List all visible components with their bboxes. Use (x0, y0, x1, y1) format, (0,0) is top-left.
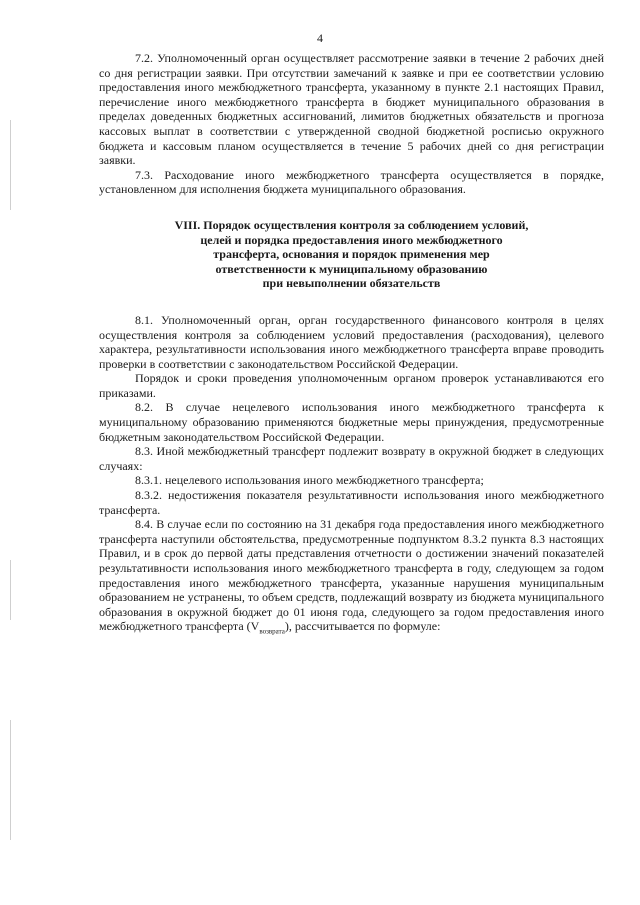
paragraph-inspection-procedure: Порядок и сроки проведения уполномоченным органом проверок устанавливаются его приказами. (99, 371, 604, 400)
paragraph-8-4-text: 8.4. В случае если по состоянию на 31 декабря года предоставления иного межбюджетного трансферта наступили обстоятельства, предусмотренные подпунктом 8.3.2 пункта 8.3 настоящих Правил, и в срок до первой даты представления отчетности о достижении значений показателей результативности использования иного межбюджетного трансферта в году, следующем за годом предоставления иного межбюджетного трансферта, указанные нарушения муниципальным образованием не устранены, то объем средств, подлежащий возврату из бюджета муниципального образования в окружной бюджет до 01 июня года, следующего за годом предоставления иного межбюджетного трансферта (V (99, 517, 604, 634)
heading-line: трансферта, основания и порядок применения мер (213, 247, 490, 262)
heading-line: VIII. Порядок осуществления контроля за соблюдением условий, (174, 217, 529, 232)
document-body (99, 51, 604, 639)
paragraph-8-4 (99, 517, 604, 639)
paragraph-7-3: 7.3. Расходование иного межбюджетного трансферта осуществляется в порядке, установленном для исполнения бюджета муниципального образования. (99, 167, 604, 197)
paragraph-8-3: 8.3. Иной межбюджетный трансферт подлежит возврату в окружной бюджет в следующих случаях: (99, 444, 604, 473)
scan-edge-mark (10, 720, 11, 840)
scan-edge-mark (10, 560, 11, 620)
paragraph-8-4-tail: ), рассчитывается по формуле: (284, 619, 441, 634)
paragraph-8-1: 8.1. Уполномоченный орган, орган государственного финансового контроля в целях осуществления контроля за соблюдением условий предоставления (расходования), целевого характера, результативности использования иного межбюджетного трансферта вправе проводить проверки в соответствии с законодательством Российской Федерации. (99, 312, 604, 371)
section-heading-viii (99, 218, 604, 291)
scan-edge-mark (10, 120, 11, 210)
paragraph-7-2: 7.2. Уполномоченный орган осуществляет рассмотрение заявки в течение 2 рабочих дней со дня регистрации заявки. При отсутствии замечаний к заявке и при ее соответствии условию предоставления иного межбюджетного трансферта, указанному в пункте 2.1 настоящих Правил, перечисление иного межбюджетного трансферта в бюджет муниципального образования в пределах доведенных бюджетных ассигнований, лимитов бюджетных обязательств и прогноза кассовых выплат в соответствии с утвержденной сводной бюджетной росписью окружного бюджета и кассовым планом осуществляется в течение 5 рабочих дней со дня регистрации заявки. (99, 51, 604, 168)
paragraph-8-2: 8.2. В случае нецелевого использования иного межбюджетного трансферта к муниципальному образованию применяются бюджетные меры принуждения, предусмотренные бюджетным законодательством Российской Федерации. (99, 400, 604, 444)
heading-line: при невыполнении обязательств (262, 276, 441, 291)
paragraph-8-3-1: 8.3.1. нецелевого использования иного межбюджетного трансферта; (135, 473, 484, 488)
heading-line: целей и порядка предоставления иного межбюджетного (200, 232, 503, 247)
paragraph-8-3-2: 8.3.2. недостижения показателя результативности использования иного межбюджетного трансферта. (99, 488, 604, 517)
formula-subscript: возврата (259, 627, 285, 636)
heading-line: ответственности к муниципальному образованию (215, 261, 488, 276)
page-number: 4 (317, 31, 323, 45)
